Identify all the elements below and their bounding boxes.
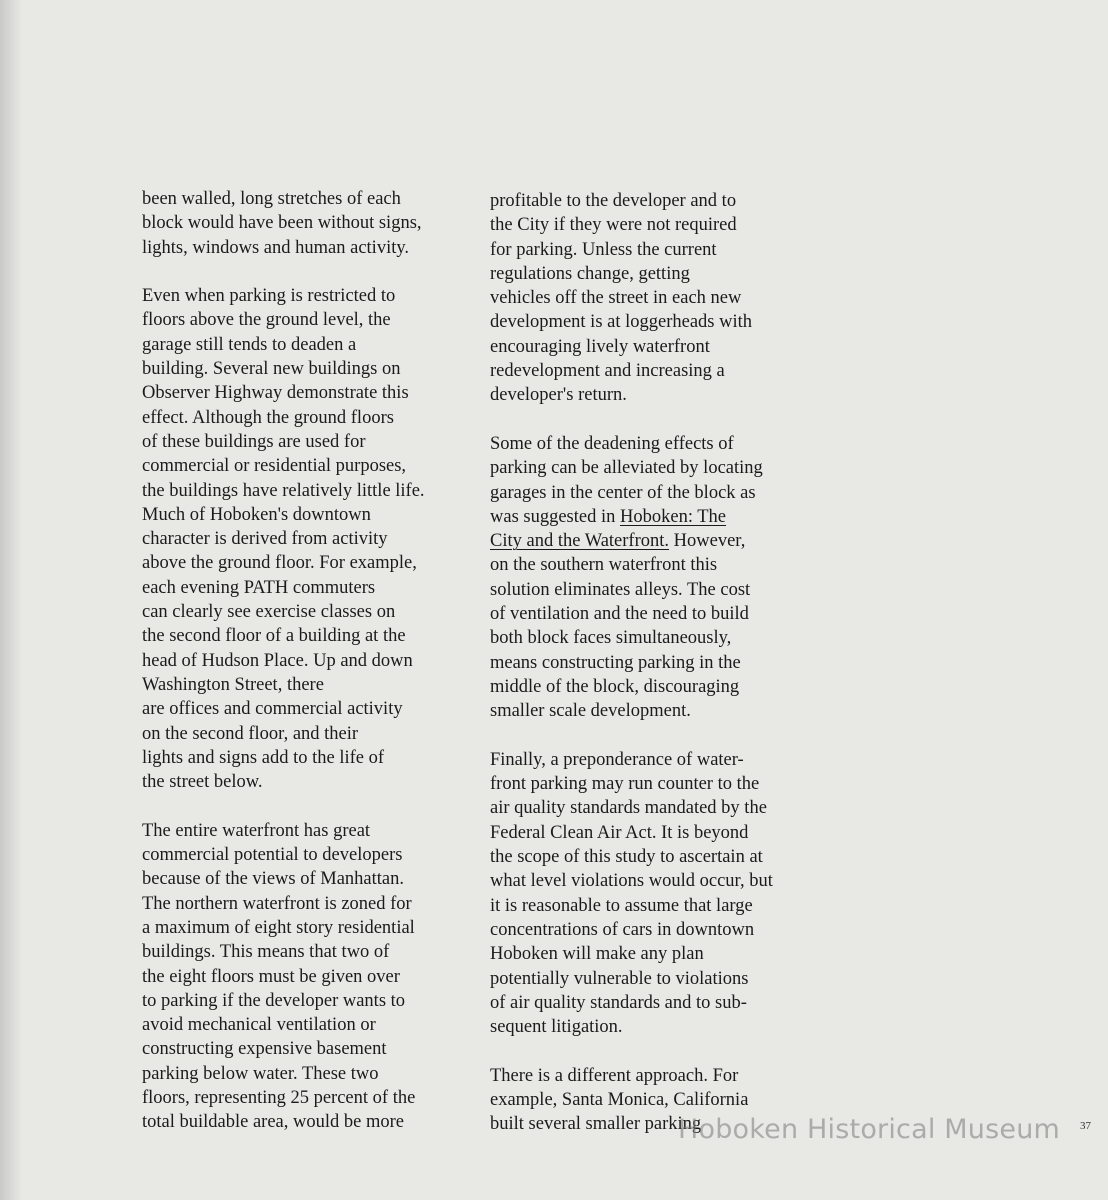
text-line: of these buildings are used for bbox=[142, 431, 366, 452]
spine-shadow bbox=[0, 0, 22, 1200]
text-line: front parking may run counter to the bbox=[490, 774, 760, 795]
text-line: the street below. bbox=[142, 772, 263, 793]
text-line: of ventilation and the need to build bbox=[490, 604, 749, 625]
text-line: means constructing parking in the bbox=[490, 652, 741, 673]
text-line: lights and signs add to the life of bbox=[142, 747, 385, 768]
text-line: parking can be alleviated by locating bbox=[490, 458, 763, 479]
text-line: lights, windows and human activity. bbox=[142, 237, 410, 258]
text-line: above the ground floor. For example, bbox=[142, 553, 417, 574]
text-line: Finally, a preponderance of water- bbox=[490, 749, 744, 770]
text-line: developer's return. bbox=[490, 385, 627, 406]
text-line: smaller scale development. bbox=[490, 701, 691, 722]
text-line: been walled, long stretches of each bbox=[142, 189, 401, 209]
text-line: to parking if the developer wants to bbox=[142, 990, 406, 1011]
text-line: The entire waterfront has great bbox=[142, 820, 371, 841]
text-line: The northern waterfront is zoned for bbox=[142, 893, 412, 914]
text-line: vehicles off the street in each new bbox=[490, 288, 742, 309]
text-fragment: However, bbox=[669, 531, 746, 552]
watermark: Hoboken Historical Museum bbox=[678, 1114, 1061, 1145]
text-line: avoid mechanical ventilation or bbox=[142, 1015, 376, 1036]
text-line: on the southern waterfront this bbox=[490, 555, 718, 576]
text-line: both block faces simultaneously, bbox=[490, 628, 732, 649]
text-line: what level violations would occur, but bbox=[490, 871, 773, 892]
text-line: Much of Hoboken's downtown bbox=[142, 504, 371, 525]
text-line: on the second floor, and their bbox=[142, 723, 359, 744]
book-title: Hoboken: The bbox=[620, 506, 727, 527]
paragraph bbox=[490, 748, 820, 1040]
text-line: total buildable area, would be more bbox=[142, 1112, 404, 1133]
paragraph bbox=[142, 819, 472, 1135]
text-line bbox=[490, 505, 820, 529]
text-line: floors, representing 25 percent of the bbox=[142, 1087, 416, 1108]
text-line: are offices and commercial activity bbox=[142, 699, 403, 720]
text-line: of air quality standards and to sub- bbox=[490, 992, 747, 1013]
text-line: development is at loggerheads with bbox=[490, 312, 753, 333]
text-line: because of the views of Manhattan. bbox=[142, 869, 404, 890]
text-line: block would have been without signs, bbox=[142, 213, 422, 234]
text-line: Even when parking is restricted to bbox=[142, 286, 396, 307]
paragraph bbox=[142, 284, 472, 794]
text-line: the second floor of a building at the bbox=[142, 626, 406, 647]
text-line: redevelopment and increasing a bbox=[490, 361, 725, 382]
text-line: effect. Although the ground floors bbox=[142, 407, 394, 428]
text-line: commercial potential to developers bbox=[142, 845, 403, 866]
text-line: sequent litigation. bbox=[490, 1017, 623, 1038]
text-line: character is derived from activity bbox=[142, 529, 388, 550]
text-line: potentially vulnerable to violations bbox=[490, 968, 749, 989]
text-fragment: was suggested in bbox=[490, 506, 620, 527]
text-line: floors above the ground level, the bbox=[142, 310, 391, 331]
text-line: head of Hudson Place. Up and down bbox=[142, 650, 413, 671]
text-line: air quality standards mandated by the bbox=[490, 798, 767, 819]
text-line: Federal Clean Air Act. It is beyond bbox=[490, 822, 749, 843]
text-line: garage still tends to deaden a bbox=[142, 334, 357, 355]
text-line: the scope of this study to ascertain at bbox=[490, 847, 763, 868]
text-line: garages in the center of the block as bbox=[490, 482, 756, 503]
text-line: a maximum of eight story residential bbox=[142, 917, 415, 938]
text-line: constructing expensive basement bbox=[142, 1039, 387, 1060]
text-line: parking below water. These two bbox=[142, 1063, 379, 1084]
book-title: City and the Waterfront. bbox=[490, 531, 670, 552]
text-line: commercial or residential purposes, bbox=[142, 456, 407, 477]
text-line: building. Several new buildings on bbox=[142, 359, 401, 380]
text-line: There is a different approach. For bbox=[490, 1065, 739, 1086]
text-line bbox=[490, 529, 820, 553]
text-line: Observer Highway demonstrate this bbox=[142, 383, 409, 404]
text-line: Some of the deadening effects of bbox=[490, 433, 734, 454]
text-line: can clearly see exercise classes on bbox=[142, 602, 396, 623]
paragraph bbox=[490, 432, 820, 724]
text-line: encouraging lively waterfront bbox=[490, 336, 710, 357]
text-line: built several smaller parking bbox=[490, 1114, 702, 1135]
text-line: the eight floors must be given over bbox=[142, 966, 400, 987]
text-line: each evening PATH commuters bbox=[142, 577, 376, 598]
text-line: buildings. This means that two of bbox=[142, 942, 390, 963]
text-line: Hoboken will make any plan bbox=[490, 944, 704, 965]
text-line: the buildings have relatively little life. bbox=[142, 480, 425, 501]
paragraph bbox=[490, 189, 820, 408]
text-line: for parking. Unless the current bbox=[490, 239, 717, 260]
text-line: profitable to the developer and to bbox=[490, 191, 737, 211]
left-text-column bbox=[142, 187, 472, 1159]
text-line: the City if they were not required bbox=[490, 215, 737, 236]
right-text-column bbox=[490, 189, 820, 1161]
text-line: middle of the block, discouraging bbox=[490, 676, 740, 697]
text-line: example, Santa Monica, California bbox=[490, 1089, 749, 1110]
text-line: Washington Street, there bbox=[142, 674, 324, 695]
text-line: regulations change, getting bbox=[490, 263, 690, 284]
text-line: solution eliminates alleys. The cost bbox=[490, 579, 751, 600]
page-number: 37 bbox=[1080, 1120, 1091, 1132]
text-line: concentrations of cars in downtown bbox=[490, 919, 755, 940]
text-line: it is reasonable to assume that large bbox=[490, 895, 753, 916]
paragraph bbox=[142, 187, 472, 260]
